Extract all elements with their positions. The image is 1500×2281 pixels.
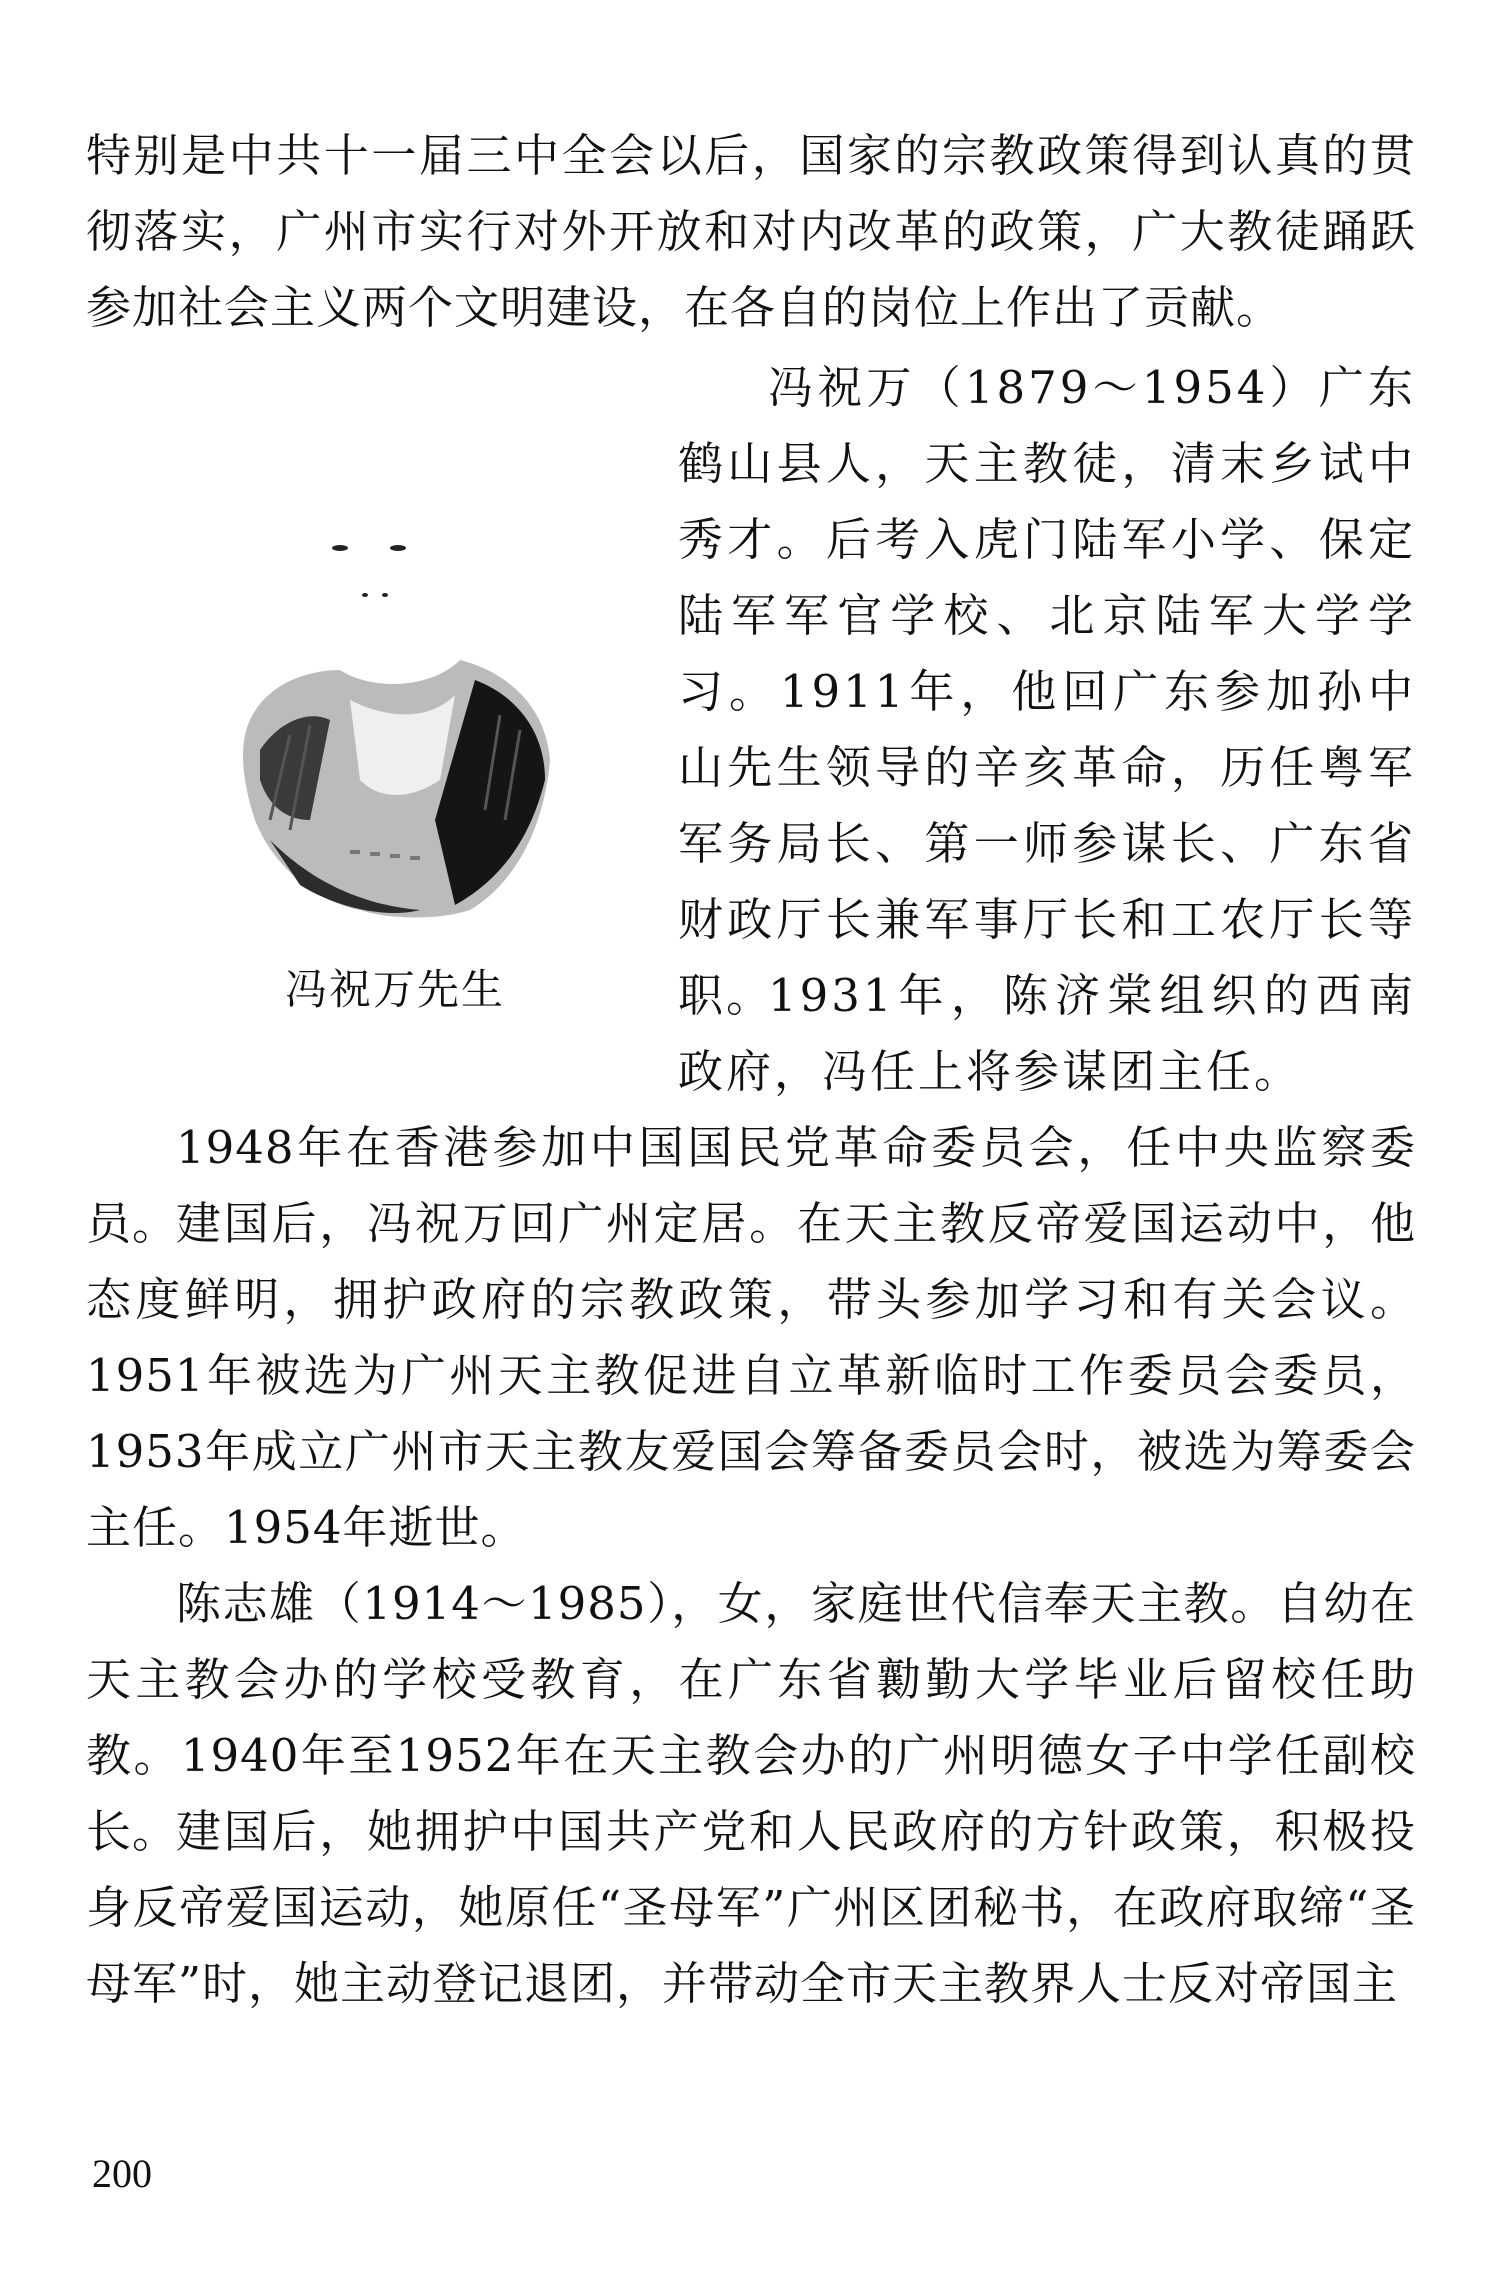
paragraph-intro: 特别是中共十一届三中全会以后，国家的宗教政策得到认真的贯彻落实，广州市实行对外开放和对内改革的政策，广大教徒踊跃参加社会主义两个文明建设，在各自的岗位上作出了贡献。 — [86, 129, 1416, 334]
paragraph-feng-1931: 1931年，陈济棠组织的西南政府，冯任上将参谋团主任。 — [678, 969, 1416, 1098]
paragraph-feng-after-1949: 建国后，冯祝万回广州定居。在天主教反帝爱国运动中，他态度鲜明，拥护政府的宗教政策，带头参加学习和有关会议。1951年被选为广州天主教促进自立革新临时工作委员会委员，1953年成立广州市天主教友爱国会筹备委员会时，被选为筹委会主任。1954年逝世。 — [86, 1197, 1416, 1554]
photo-caption: 冯祝万先生 — [285, 965, 506, 1014]
portrait-photo — [200, 520, 570, 920]
paragraph-chen-bio: 陈志雄（1914～1985），女，家庭世代信奉天主教。自幼在天主教会办的学校受教育，在广东省勷勤大学毕业后留校任助教。1940年至1952年在天主教会办的广州明德女子中学任副校长。 — [86, 1577, 1416, 1858]
paragraph-feng-1948: 1948年在香港参加中国国民党革命委员会，任中央监察委员。 — [86, 1121, 1416, 1250]
paragraph-chen-after-1949: 建国后，她拥护中国共产党和人民政府的方针政策，积极投身反帝爱国运动，她原任“圣母军”广州区团秘书，在政府取缔“圣母军”时，她主动登记退团，并带动全市天主教界人士反对帝国主 — [86, 1805, 1416, 2010]
page-number: 200 — [92, 2151, 152, 2196]
paragraph-feng-bio: 冯祝万（1879～1954）广东鹤山县人，天主教徒，清末乡试中秀才。后考入虎门陆军小学、保定陆军军官学校、北京陆军大学学习。1911年，他回广东参加孙中山先生领导的辛亥革命，历任粤军军务局长、第一师参谋长、广东省财政厅长兼军事厅长和工农厅长等职。 — [678, 361, 1416, 1022]
